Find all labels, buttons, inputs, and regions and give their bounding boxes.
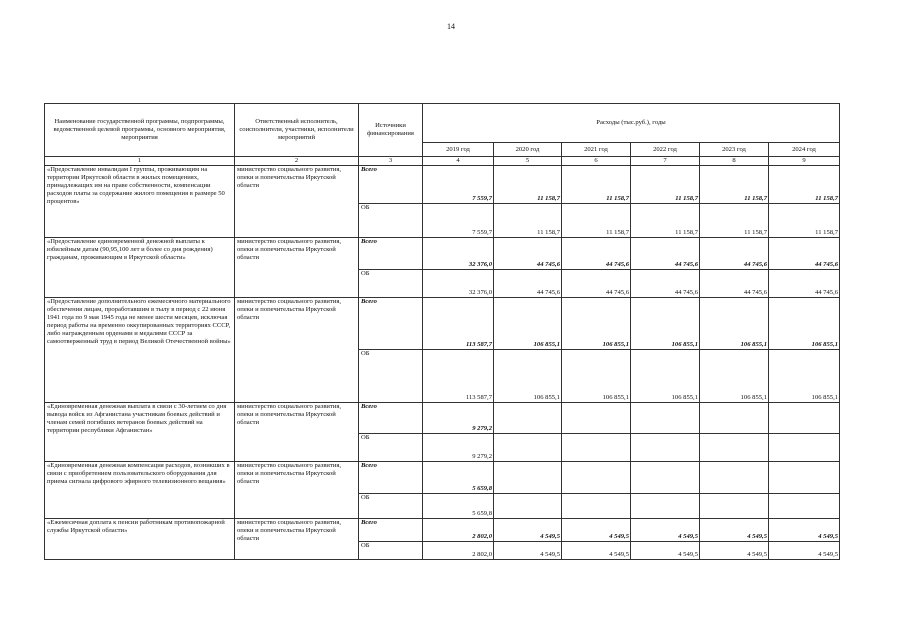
- amount-total: 106 855,1: [494, 298, 562, 350]
- measure-name: «Предоставление инвалидам I группы, проживающим на территории Иркутской области в жилых помещениях, принадлежащих им на праве собственности, компенсации расходов платы за содержание жилого помещения в размере 50 процентов»: [45, 166, 235, 238]
- measure-executor: министерство социального развития, опеки и попечительства Иркутской области: [235, 298, 359, 403]
- amount-source: 106 855,1: [769, 350, 840, 403]
- amount-source: 11 158,7: [631, 204, 700, 238]
- measure-name: «Предоставление дополнительного ежемесячного материального обеспечения лицам, проработавшим в тылу в период с 22 июня 1941 года по 9 мая 1945 года не менее шести месяцев, исключая период работы на временно оккупированных территориях СССР, либо награжденным орденами и медалями СССР за самоотверженный труд в период Великой Отечественной войны»: [45, 298, 235, 403]
- amount-total: 11 158,7: [700, 166, 769, 204]
- amount-source: 9 279,2: [423, 434, 494, 462]
- column-number: 9: [769, 157, 840, 166]
- amount-total: 4 549,5: [494, 519, 562, 542]
- amount-total: 106 855,1: [562, 298, 631, 350]
- measure-executor: министерство социального развития, опеки и попечительства Иркутской области: [235, 519, 359, 560]
- measure-name: «Единовременная денежная компенсация расходов, возникших в связи с приобретением пользовательского оборудования для приема сигнала цифрового эфирного телевизионного вещания»: [45, 462, 235, 519]
- source-total-label: Всего: [359, 166, 423, 204]
- amount-total: [769, 403, 840, 434]
- table-row: [45, 298, 840, 350]
- measure-executor: министерство социального развития, опеки и попечительства Иркутской области: [235, 403, 359, 462]
- amount-total: [494, 462, 562, 494]
- amount-total: 32 376,0: [423, 238, 494, 270]
- amount-total: 7 559,7: [423, 166, 494, 204]
- amount-total: [562, 403, 631, 434]
- amount-source: 4 549,5: [769, 542, 840, 560]
- measure-executor: министерство социального развития, опеки и попечительства Иркутской области: [235, 462, 359, 519]
- header-year: 2019 год: [423, 143, 494, 157]
- amount-source: 4 549,5: [494, 542, 562, 560]
- measure-name: «Единовременная денежная выплата в связи с 30-летием со дня вывода войск из Афганистана участникам боевых действий и членам семей погибших ветеранов боевых действий на территории республики Афганистан»: [45, 403, 235, 462]
- amount-total: [631, 403, 700, 434]
- amount-total: [769, 462, 840, 494]
- header-year: 2022 год: [631, 143, 700, 157]
- measure-name: «Предоставление единовременной денежной выплаты к юбилейным датам (90,95,100 лет и более со дня рождения) гражданам, проживающим в Иркутской области»: [45, 238, 235, 298]
- amount-total: 106 855,1: [631, 298, 700, 350]
- source-label: ОБ: [359, 542, 423, 560]
- source-total-label: Всего: [359, 462, 423, 494]
- amount-source: 44 745,6: [494, 270, 562, 298]
- amount-total: 11 158,7: [769, 166, 840, 204]
- amount-total: 4 549,5: [769, 519, 840, 542]
- amount-source: [494, 434, 562, 462]
- amount-total: 44 745,6: [769, 238, 840, 270]
- table-row: [45, 519, 840, 542]
- source-total-label: Всего: [359, 298, 423, 350]
- column-number: 8: [700, 157, 769, 166]
- header-name: Наименование государственной программы, подпрограммы, ведомственной целевой программы, основного мероприятия, мероприятия: [45, 104, 235, 157]
- header-year: 2024 год: [769, 143, 840, 157]
- column-number: 4: [423, 157, 494, 166]
- amount-total: 106 855,1: [769, 298, 840, 350]
- amount-source: 106 855,1: [562, 350, 631, 403]
- amount-total: [631, 462, 700, 494]
- budget-table: [44, 103, 840, 560]
- amount-source: 11 158,7: [562, 204, 631, 238]
- table-row: [45, 166, 840, 204]
- amount-source: 2 802,0: [423, 542, 494, 560]
- amount-total: [700, 403, 769, 434]
- amount-source: 44 745,6: [631, 270, 700, 298]
- amount-total: 44 745,6: [494, 238, 562, 270]
- header-expenses: Расходы (тыс.руб.), годы: [423, 104, 840, 143]
- amount-total: 113 587,7: [423, 298, 494, 350]
- amount-source: [494, 494, 562, 519]
- amount-source: 113 587,7: [423, 350, 494, 403]
- source-label: ОБ: [359, 434, 423, 462]
- amount-total: 5 659,8: [423, 462, 494, 494]
- amount-total: 11 158,7: [562, 166, 631, 204]
- amount-total: 44 745,6: [631, 238, 700, 270]
- column-number: 3: [359, 157, 423, 166]
- amount-source: 4 549,5: [700, 542, 769, 560]
- header-year: 2020 год: [494, 143, 562, 157]
- column-number: 2: [235, 157, 359, 166]
- amount-total: 4 549,5: [562, 519, 631, 542]
- amount-source: [700, 434, 769, 462]
- page-number: 14: [447, 22, 455, 31]
- measure-name: «Ежемесячная доплата к пенсии работникам противопожарной службы Иркутской области»: [45, 519, 235, 560]
- amount-source: [769, 494, 840, 519]
- column-number-row: [45, 157, 840, 166]
- amount-source: 11 158,7: [700, 204, 769, 238]
- amount-source: 44 745,6: [700, 270, 769, 298]
- amount-total: 2 802,0: [423, 519, 494, 542]
- column-number: 6: [562, 157, 631, 166]
- source-label: ОБ: [359, 494, 423, 519]
- amount-total: 106 855,1: [700, 298, 769, 350]
- amount-source: 4 549,5: [631, 542, 700, 560]
- amount-total: 4 549,5: [631, 519, 700, 542]
- amount-source: [562, 434, 631, 462]
- amount-source: [631, 494, 700, 519]
- amount-source: [631, 434, 700, 462]
- header-year: 2021 год: [562, 143, 631, 157]
- amount-total: 44 745,6: [562, 238, 631, 270]
- amount-total: [494, 403, 562, 434]
- amount-source: 5 659,8: [423, 494, 494, 519]
- amount-source: 11 158,7: [494, 204, 562, 238]
- header-executor: Ответственный исполнитель, соисполнители, участники, исполнители мероприятий: [235, 104, 359, 157]
- amount-total: 44 745,6: [700, 238, 769, 270]
- source-total-label: Всего: [359, 519, 423, 542]
- table-row: [45, 403, 840, 434]
- amount-source: [700, 494, 769, 519]
- amount-total: 9 279,2: [423, 403, 494, 434]
- source-label: ОБ: [359, 204, 423, 238]
- source-total-label: Всего: [359, 403, 423, 434]
- amount-total: 4 549,5: [700, 519, 769, 542]
- measure-executor: министерство социального развития, опеки и попечительства Иркутской области: [235, 166, 359, 238]
- amount-source: 106 855,1: [494, 350, 562, 403]
- source-label: ОБ: [359, 270, 423, 298]
- measure-executor: министерство социального развития, опеки и попечительства Иркутской области: [235, 238, 359, 298]
- table-row: [45, 462, 840, 494]
- amount-source: [562, 494, 631, 519]
- source-label: ОБ: [359, 350, 423, 403]
- column-number: 7: [631, 157, 700, 166]
- amount-total: 11 158,7: [494, 166, 562, 204]
- amount-source: [769, 434, 840, 462]
- amount-source: 7 559,7: [423, 204, 494, 238]
- amount-source: 106 855,1: [631, 350, 700, 403]
- amount-source: 106 855,1: [700, 350, 769, 403]
- header-source: Источники финансирования: [359, 104, 423, 157]
- amount-source: 4 549,5: [562, 542, 631, 560]
- column-number: 5: [494, 157, 562, 166]
- header-year: 2023 год: [700, 143, 769, 157]
- amount-total: [562, 462, 631, 494]
- amount-source: 44 745,6: [562, 270, 631, 298]
- amount-total: 11 158,7: [631, 166, 700, 204]
- amount-source: 44 745,6: [769, 270, 840, 298]
- amount-source: 11 158,7: [769, 204, 840, 238]
- amount-total: [700, 462, 769, 494]
- amount-source: 32 376,0: [423, 270, 494, 298]
- column-number: 1: [45, 157, 235, 166]
- source-total-label: Всего: [359, 238, 423, 270]
- table-row: [45, 238, 840, 270]
